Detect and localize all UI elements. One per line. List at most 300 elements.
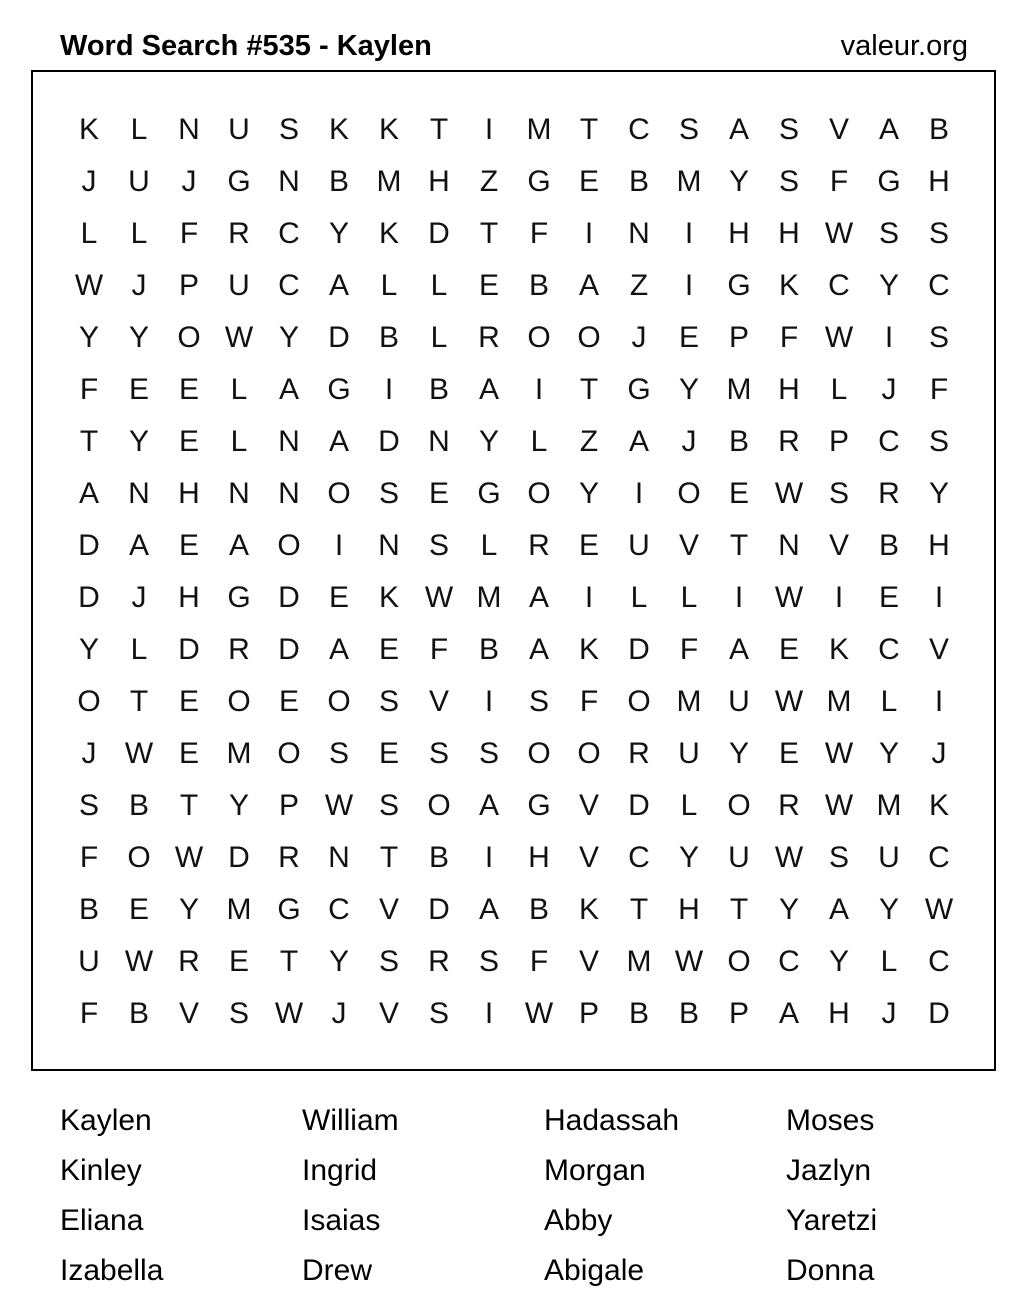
grid-cell[interactable]: L bbox=[380, 269, 398, 302]
grid-cell[interactable]: V bbox=[678, 529, 699, 562]
grid-cell[interactable]: L bbox=[130, 113, 148, 146]
grid-cell[interactable]: M bbox=[676, 685, 702, 718]
grid-cell[interactable]: R bbox=[778, 425, 800, 458]
grid-cell[interactable]: S bbox=[278, 113, 299, 146]
grid-cell[interactable]: W bbox=[824, 789, 854, 822]
grid-cell[interactable]: K bbox=[378, 581, 399, 614]
grid-cell[interactable]: U bbox=[728, 841, 750, 874]
grid-cell[interactable]: E bbox=[128, 373, 149, 406]
grid-cell[interactable]: Y bbox=[678, 841, 699, 874]
grid-cell[interactable]: H bbox=[928, 165, 950, 198]
grid-cell[interactable]: E bbox=[578, 165, 599, 198]
grid-cell[interactable]: W bbox=[74, 269, 104, 302]
grid-cell[interactable]: B bbox=[628, 165, 649, 198]
grid-cell[interactable]: N bbox=[278, 477, 300, 510]
grid-cell[interactable]: Y bbox=[878, 269, 899, 302]
grid-cell[interactable]: E bbox=[678, 321, 699, 354]
grid-cell[interactable]: Y bbox=[178, 893, 199, 926]
grid-cell[interactable]: A bbox=[328, 269, 349, 302]
grid-cell[interactable]: B bbox=[728, 425, 749, 458]
grid-cell[interactable]: M bbox=[376, 165, 402, 198]
grid-cell[interactable]: Y bbox=[878, 893, 899, 926]
grid-cell[interactable]: B bbox=[528, 893, 549, 926]
grid-cell[interactable]: J bbox=[181, 165, 197, 198]
grid-cell[interactable]: N bbox=[328, 841, 350, 874]
grid-cell[interactable]: O bbox=[227, 685, 251, 718]
grid-cell[interactable]: A bbox=[478, 893, 499, 926]
grid-cell[interactable]: Y bbox=[328, 217, 349, 250]
grid-cell[interactable]: W bbox=[924, 893, 954, 926]
grid-cell[interactable]: Y bbox=[128, 425, 149, 458]
grid-cell[interactable]: D bbox=[228, 841, 250, 874]
grid-cell[interactable]: R bbox=[428, 945, 450, 978]
grid-cell[interactable]: E bbox=[778, 737, 799, 770]
grid-cell[interactable]: K bbox=[578, 893, 599, 926]
grid-cell[interactable]: S bbox=[778, 113, 799, 146]
grid-cell[interactable]: B bbox=[528, 269, 549, 302]
grid-cell[interactable]: P bbox=[728, 997, 749, 1030]
grid-cell[interactable]: Y bbox=[728, 737, 749, 770]
grid-cell[interactable]: G bbox=[327, 373, 351, 406]
grid-cell[interactable]: S bbox=[378, 477, 399, 510]
grid-cell[interactable]: G bbox=[877, 165, 901, 198]
grid-cell[interactable]: D bbox=[628, 633, 650, 666]
grid-cell[interactable]: U bbox=[128, 165, 150, 198]
grid-cell[interactable]: T bbox=[279, 945, 299, 978]
grid-cell[interactable]: C bbox=[278, 217, 300, 250]
grid-cell[interactable]: Z bbox=[579, 425, 599, 458]
grid-cell[interactable]: E bbox=[578, 529, 599, 562]
grid-cell[interactable]: C bbox=[278, 269, 300, 302]
grid-cell[interactable]: J bbox=[881, 997, 897, 1030]
grid-cell[interactable]: O bbox=[327, 477, 351, 510]
grid-cell[interactable]: E bbox=[478, 269, 499, 302]
grid-cell[interactable]: R bbox=[228, 633, 250, 666]
grid-cell[interactable]: A bbox=[878, 113, 899, 146]
grid-cell[interactable]: D bbox=[428, 893, 450, 926]
grid-cell[interactable]: T bbox=[129, 685, 149, 718]
grid-cell[interactable]: B bbox=[128, 789, 149, 822]
grid-cell[interactable]: R bbox=[228, 217, 250, 250]
grid-cell[interactable]: I bbox=[934, 685, 944, 718]
grid-cell[interactable]: N bbox=[278, 425, 300, 458]
grid-cell[interactable]: L bbox=[830, 373, 848, 406]
grid-cell[interactable]: J bbox=[631, 321, 647, 354]
grid-cell[interactable]: L bbox=[80, 217, 98, 250]
grid-cell[interactable]: A bbox=[578, 269, 599, 302]
grid-cell[interactable]: V bbox=[928, 633, 949, 666]
grid-cell[interactable]: D bbox=[78, 529, 100, 562]
grid-cell[interactable]: B bbox=[78, 893, 99, 926]
grid-cell[interactable]: L bbox=[430, 269, 448, 302]
grid-cell[interactable]: O bbox=[727, 789, 751, 822]
grid-cell[interactable]: I bbox=[684, 269, 694, 302]
grid-cell[interactable]: F bbox=[579, 685, 599, 718]
grid-cell[interactable]: Y bbox=[128, 321, 149, 354]
grid-cell[interactable]: Y bbox=[778, 893, 799, 926]
grid-cell[interactable]: A bbox=[628, 425, 649, 458]
grid-cell[interactable]: F bbox=[929, 373, 949, 406]
grid-cell[interactable]: T bbox=[579, 113, 599, 146]
grid-cell[interactable]: U bbox=[78, 945, 100, 978]
grid-cell[interactable]: W bbox=[824, 321, 854, 354]
grid-cell[interactable]: Y bbox=[578, 477, 599, 510]
grid-cell[interactable]: W bbox=[274, 997, 304, 1030]
grid-cell[interactable]: O bbox=[277, 737, 301, 770]
grid-cell[interactable]: D bbox=[78, 581, 100, 614]
grid-cell[interactable]: O bbox=[177, 321, 201, 354]
grid-cell[interactable]: O bbox=[727, 945, 751, 978]
grid-cell[interactable]: B bbox=[628, 997, 649, 1030]
grid-cell[interactable]: V bbox=[578, 789, 599, 822]
grid-cell[interactable]: S bbox=[828, 841, 849, 874]
grid-cell[interactable]: Z bbox=[629, 269, 649, 302]
grid-cell[interactable]: D bbox=[278, 633, 300, 666]
grid-cell[interactable]: Y bbox=[878, 737, 899, 770]
grid-cell[interactable]: E bbox=[378, 633, 399, 666]
grid-cell[interactable]: E bbox=[178, 737, 199, 770]
grid-cell[interactable]: A bbox=[728, 113, 749, 146]
grid-cell[interactable]: V bbox=[178, 997, 199, 1030]
grid-cell[interactable]: E bbox=[178, 529, 199, 562]
grid-cell[interactable]: F bbox=[779, 321, 799, 354]
grid-cell[interactable]: L bbox=[230, 425, 248, 458]
grid-cell[interactable]: E bbox=[878, 581, 899, 614]
grid-cell[interactable]: B bbox=[428, 841, 449, 874]
grid-cell[interactable]: B bbox=[428, 373, 449, 406]
grid-cell[interactable]: C bbox=[628, 841, 650, 874]
grid-cell[interactable]: G bbox=[727, 269, 751, 302]
grid-cell[interactable]: S bbox=[928, 217, 949, 250]
grid-cell[interactable]: Y bbox=[478, 425, 499, 458]
grid-cell[interactable]: S bbox=[78, 789, 99, 822]
grid-cell[interactable]: O bbox=[527, 737, 551, 770]
grid-cell[interactable]: F bbox=[79, 373, 99, 406]
grid-cell[interactable]: A bbox=[328, 633, 349, 666]
grid-cell[interactable]: A bbox=[328, 425, 349, 458]
grid-cell[interactable]: N bbox=[628, 217, 650, 250]
grid-cell[interactable]: I bbox=[334, 529, 344, 562]
grid-cell[interactable]: F bbox=[79, 997, 99, 1030]
grid-cell[interactable]: L bbox=[880, 945, 898, 978]
grid-cell[interactable]: R bbox=[778, 789, 800, 822]
grid-cell[interactable]: H bbox=[178, 581, 200, 614]
grid-cell[interactable]: U bbox=[628, 529, 650, 562]
grid-cell[interactable]: O bbox=[527, 321, 551, 354]
grid-cell[interactable]: J bbox=[81, 737, 97, 770]
grid-cell[interactable]: Y bbox=[328, 945, 349, 978]
grid-cell[interactable]: C bbox=[328, 893, 350, 926]
grid-cell[interactable]: H bbox=[778, 217, 800, 250]
grid-cell[interactable]: B bbox=[678, 997, 699, 1030]
grid-cell[interactable]: L bbox=[130, 217, 148, 250]
grid-cell[interactable]: M bbox=[676, 165, 702, 198]
grid-cell[interactable]: Y bbox=[928, 477, 949, 510]
grid-cell[interactable]: A bbox=[278, 373, 299, 406]
grid-cell[interactable]: F bbox=[529, 217, 549, 250]
grid-cell[interactable]: P bbox=[728, 321, 749, 354]
grid-cell[interactable]: P bbox=[278, 789, 299, 822]
grid-cell[interactable]: J bbox=[681, 425, 697, 458]
grid-cell[interactable]: W bbox=[824, 217, 854, 250]
grid-cell[interactable]: S bbox=[778, 165, 799, 198]
grid-cell[interactable]: C bbox=[878, 633, 900, 666]
grid-cell[interactable]: H bbox=[828, 997, 850, 1030]
grid-cell[interactable]: O bbox=[527, 477, 551, 510]
grid-cell[interactable]: H bbox=[728, 217, 750, 250]
grid-cell[interactable]: E bbox=[728, 477, 749, 510]
grid-cell[interactable]: S bbox=[328, 737, 349, 770]
grid-cell[interactable]: K bbox=[928, 789, 949, 822]
grid-cell[interactable]: O bbox=[677, 477, 701, 510]
grid-cell[interactable]: G bbox=[227, 165, 251, 198]
grid-cell[interactable]: E bbox=[128, 893, 149, 926]
grid-cell[interactable]: K bbox=[778, 269, 799, 302]
grid-cell[interactable]: U bbox=[878, 841, 900, 874]
grid-cell[interactable]: T bbox=[729, 529, 749, 562]
grid-cell[interactable]: S bbox=[678, 113, 699, 146]
grid-cell[interactable]: U bbox=[228, 113, 250, 146]
grid-cell[interactable]: E bbox=[328, 581, 349, 614]
grid-cell[interactable]: M bbox=[826, 685, 852, 718]
grid-cell[interactable]: E bbox=[428, 477, 449, 510]
grid-cell[interactable]: S bbox=[928, 425, 949, 458]
grid-cell[interactable]: R bbox=[278, 841, 300, 874]
grid-cell[interactable]: A bbox=[728, 633, 749, 666]
grid-cell[interactable]: R bbox=[628, 737, 650, 770]
grid-cell[interactable]: N bbox=[428, 425, 450, 458]
grid-cell[interactable]: J bbox=[331, 997, 347, 1030]
grid-cell[interactable]: I bbox=[734, 581, 744, 614]
grid-cell[interactable]: L bbox=[130, 633, 148, 666]
grid-cell[interactable]: D bbox=[278, 581, 300, 614]
grid-cell[interactable]: E bbox=[378, 737, 399, 770]
grid-cell[interactable]: W bbox=[774, 685, 804, 718]
grid-cell[interactable]: I bbox=[484, 997, 494, 1030]
grid-cell[interactable]: A bbox=[528, 633, 549, 666]
grid-cell[interactable]: F bbox=[179, 217, 199, 250]
grid-cell[interactable]: A bbox=[128, 529, 149, 562]
grid-cell[interactable]: B bbox=[128, 997, 149, 1030]
grid-cell[interactable]: G bbox=[527, 165, 551, 198]
grid-cell[interactable]: A bbox=[478, 789, 499, 822]
grid-cell[interactable]: U bbox=[228, 269, 250, 302]
grid-cell[interactable]: Y bbox=[78, 633, 99, 666]
grid-cell[interactable]: Y bbox=[678, 373, 699, 406]
grid-cell[interactable]: V bbox=[578, 841, 599, 874]
grid-cell[interactable]: Y bbox=[78, 321, 99, 354]
grid-cell[interactable]: B bbox=[378, 321, 399, 354]
grid-cell[interactable]: P bbox=[578, 997, 599, 1030]
grid-cell[interactable]: S bbox=[928, 321, 949, 354]
grid-cell[interactable]: L bbox=[480, 529, 498, 562]
grid-cell[interactable]: F bbox=[679, 633, 699, 666]
grid-cell[interactable]: A bbox=[528, 581, 549, 614]
grid-cell[interactable]: J bbox=[81, 165, 97, 198]
grid-cell[interactable]: M bbox=[726, 373, 752, 406]
grid-cell[interactable]: C bbox=[628, 113, 650, 146]
grid-cell[interactable]: L bbox=[230, 373, 248, 406]
grid-cell[interactable]: O bbox=[627, 685, 651, 718]
grid-cell[interactable]: W bbox=[774, 581, 804, 614]
grid-cell[interactable]: I bbox=[584, 217, 594, 250]
grid-cell[interactable]: V bbox=[828, 529, 849, 562]
grid-cell[interactable]: H bbox=[528, 841, 550, 874]
grid-cell[interactable]: S bbox=[878, 217, 899, 250]
grid-cell[interactable]: D bbox=[928, 997, 950, 1030]
grid-cell[interactable]: M bbox=[526, 113, 552, 146]
grid-cell[interactable]: H bbox=[428, 165, 450, 198]
grid-cell[interactable]: V bbox=[378, 893, 399, 926]
grid-cell[interactable]: M bbox=[226, 893, 252, 926]
grid-cell[interactable]: L bbox=[430, 321, 448, 354]
grid-cell[interactable]: I bbox=[484, 113, 494, 146]
grid-cell[interactable]: V bbox=[578, 945, 599, 978]
grid-cell[interactable]: B bbox=[478, 633, 499, 666]
grid-cell[interactable]: E bbox=[178, 373, 199, 406]
grid-cell[interactable]: L bbox=[680, 581, 698, 614]
grid-cell[interactable]: J bbox=[131, 269, 147, 302]
grid-cell[interactable]: V bbox=[378, 997, 399, 1030]
grid-cell[interactable]: K bbox=[378, 217, 399, 250]
grid-cell[interactable]: L bbox=[880, 685, 898, 718]
grid-cell[interactable]: A bbox=[828, 893, 849, 926]
grid-cell[interactable]: Y bbox=[278, 321, 299, 354]
grid-cell[interactable]: M bbox=[476, 581, 502, 614]
grid-cell[interactable]: S bbox=[428, 737, 449, 770]
grid-cell[interactable]: I bbox=[634, 477, 644, 510]
grid-cell[interactable]: S bbox=[428, 997, 449, 1030]
grid-cell[interactable]: O bbox=[577, 737, 601, 770]
grid-cell[interactable]: W bbox=[824, 737, 854, 770]
grid-cell[interactable]: R bbox=[878, 477, 900, 510]
grid-cell[interactable]: F bbox=[429, 633, 449, 666]
grid-cell[interactable]: T bbox=[379, 841, 399, 874]
grid-cell[interactable]: F bbox=[529, 945, 549, 978]
grid-cell[interactable]: W bbox=[774, 477, 804, 510]
grid-cell[interactable]: J bbox=[931, 737, 947, 770]
grid-cell[interactable]: W bbox=[224, 321, 254, 354]
grid-cell[interactable]: K bbox=[378, 113, 399, 146]
grid-cell[interactable]: H bbox=[778, 373, 800, 406]
grid-cell[interactable]: Y bbox=[728, 165, 749, 198]
grid-cell[interactable]: A bbox=[78, 477, 99, 510]
grid-cell[interactable]: M bbox=[876, 789, 902, 822]
grid-cell[interactable]: G bbox=[227, 581, 251, 614]
grid-cell[interactable]: I bbox=[834, 581, 844, 614]
grid-cell[interactable]: O bbox=[427, 789, 451, 822]
grid-cell[interactable]: N bbox=[278, 165, 300, 198]
grid-cell[interactable]: F bbox=[829, 165, 849, 198]
grid-cell[interactable]: D bbox=[178, 633, 200, 666]
grid-cell[interactable]: S bbox=[428, 529, 449, 562]
grid-cell[interactable]: C bbox=[928, 945, 950, 978]
grid-cell[interactable]: N bbox=[228, 477, 250, 510]
grid-cell[interactable]: M bbox=[226, 737, 252, 770]
grid-cell[interactable]: K bbox=[578, 633, 599, 666]
grid-cell[interactable]: S bbox=[828, 477, 849, 510]
grid-cell[interactable]: C bbox=[778, 945, 800, 978]
grid-cell[interactable]: C bbox=[928, 841, 950, 874]
grid-cell[interactable]: W bbox=[774, 841, 804, 874]
grid-cell[interactable]: A bbox=[778, 997, 799, 1030]
grid-cell[interactable]: I bbox=[884, 321, 894, 354]
grid-cell[interactable]: L bbox=[630, 581, 648, 614]
grid-cell[interactable]: E bbox=[178, 685, 199, 718]
grid-cell[interactable]: E bbox=[278, 685, 299, 718]
grid-cell[interactable]: T bbox=[729, 893, 749, 926]
grid-cell[interactable]: T bbox=[429, 113, 449, 146]
grid-cell[interactable]: N bbox=[128, 477, 150, 510]
grid-cell[interactable]: A bbox=[228, 529, 249, 562]
grid-cell[interactable]: C bbox=[828, 269, 850, 302]
grid-cell[interactable]: G bbox=[527, 789, 551, 822]
grid-cell[interactable]: E bbox=[178, 425, 199, 458]
grid-cell[interactable]: T bbox=[479, 217, 499, 250]
grid-cell[interactable]: I bbox=[384, 373, 394, 406]
grid-cell[interactable]: W bbox=[124, 945, 154, 978]
grid-cell[interactable]: N bbox=[378, 529, 400, 562]
grid-cell[interactable]: Y bbox=[228, 789, 249, 822]
grid-cell[interactable]: S bbox=[378, 789, 399, 822]
grid-cell[interactable]: L bbox=[530, 425, 548, 458]
grid-cell[interactable]: I bbox=[484, 841, 494, 874]
grid-cell[interactable]: S bbox=[378, 685, 399, 718]
grid-cell[interactable]: V bbox=[828, 113, 849, 146]
grid-cell[interactable]: F bbox=[79, 841, 99, 874]
grid-cell[interactable]: K bbox=[328, 113, 349, 146]
grid-cell[interactable]: O bbox=[277, 529, 301, 562]
grid-cell[interactable]: S bbox=[228, 997, 249, 1030]
grid-cell[interactable]: B bbox=[928, 113, 949, 146]
grid-cell[interactable]: W bbox=[524, 997, 554, 1030]
grid-cell[interactable]: H bbox=[928, 529, 950, 562]
grid-cell[interactable]: Y bbox=[828, 945, 849, 978]
grid-cell[interactable]: H bbox=[178, 477, 200, 510]
grid-cell[interactable]: J bbox=[881, 373, 897, 406]
grid-cell[interactable]: R bbox=[528, 529, 550, 562]
grid-cell[interactable]: G bbox=[277, 893, 301, 926]
grid-cell[interactable]: D bbox=[378, 425, 400, 458]
grid-cell[interactable]: G bbox=[627, 373, 651, 406]
grid-cell[interactable]: I bbox=[934, 581, 944, 614]
grid-cell[interactable]: I bbox=[484, 685, 494, 718]
grid-cell[interactable]: W bbox=[424, 581, 454, 614]
grid-cell[interactable]: E bbox=[228, 945, 249, 978]
grid-cell[interactable]: W bbox=[324, 789, 354, 822]
grid-cell[interactable]: W bbox=[174, 841, 204, 874]
grid-cell[interactable]: O bbox=[77, 685, 101, 718]
grid-cell[interactable]: P bbox=[828, 425, 849, 458]
grid-cell[interactable]: V bbox=[428, 685, 449, 718]
grid-cell[interactable]: T bbox=[79, 425, 99, 458]
grid-cell[interactable]: L bbox=[680, 789, 698, 822]
grid-cell[interactable]: H bbox=[678, 893, 700, 926]
grid-cell[interactable]: K bbox=[828, 633, 849, 666]
grid-cell[interactable]: I bbox=[684, 217, 694, 250]
grid-cell[interactable]: E bbox=[778, 633, 799, 666]
grid-cell[interactable]: S bbox=[528, 685, 549, 718]
grid-cell[interactable]: P bbox=[178, 269, 199, 302]
grid-cell[interactable]: A bbox=[478, 373, 499, 406]
grid-cell[interactable]: C bbox=[928, 269, 950, 302]
grid-cell[interactable]: D bbox=[428, 217, 450, 250]
grid-cell[interactable]: C bbox=[878, 425, 900, 458]
grid-cell[interactable]: U bbox=[728, 685, 750, 718]
grid-cell[interactable]: Z bbox=[479, 165, 499, 198]
grid-cell[interactable]: T bbox=[179, 789, 199, 822]
grid-cell[interactable]: O bbox=[577, 321, 601, 354]
